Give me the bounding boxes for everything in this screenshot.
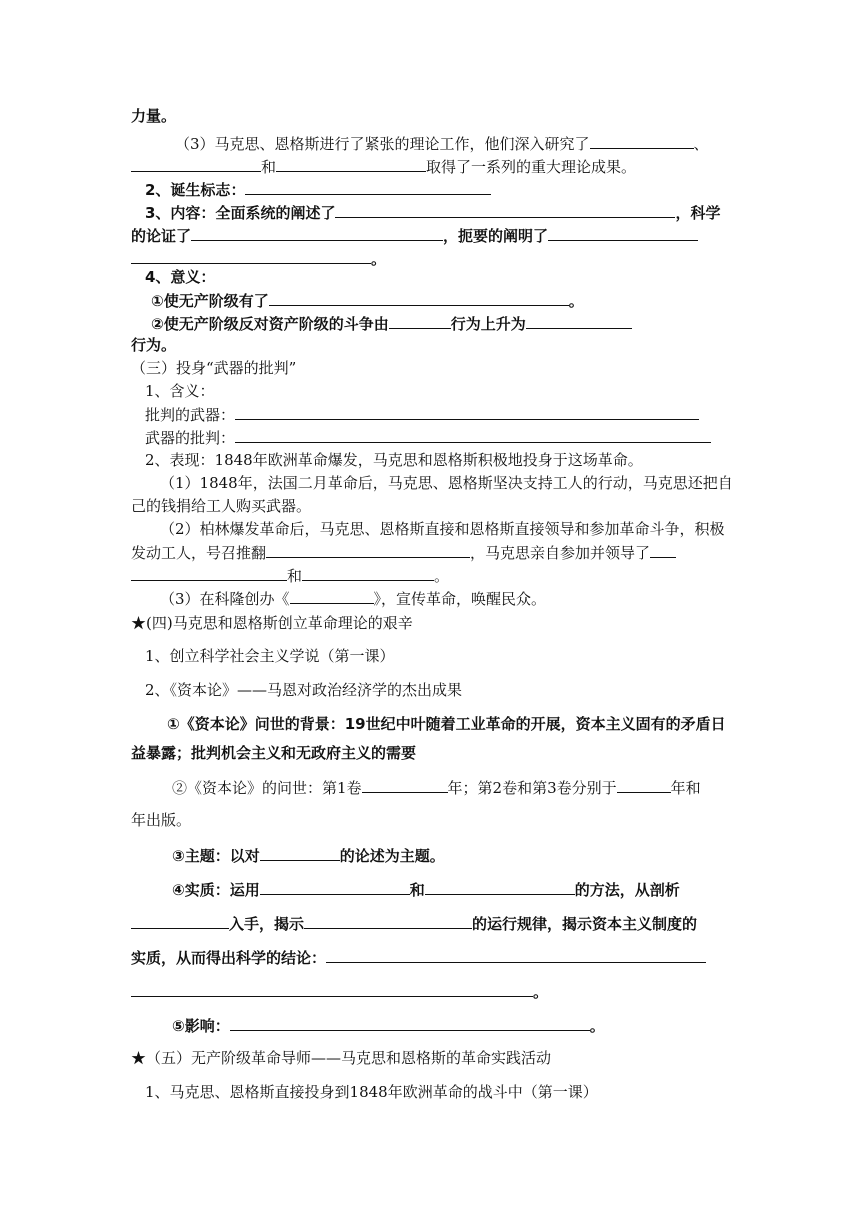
- answer-blank[interactable]: [269, 291, 569, 306]
- answer-blank[interactable]: [526, 314, 632, 329]
- text: （三）投身“武器的批判”: [131, 359, 297, 377]
- text-line: [145, 681, 462, 699]
- text-line: [131, 566, 449, 585]
- text: 和: [261, 158, 277, 176]
- text: 》，宣传革命，唤醒民众。: [373, 590, 547, 608]
- text: 1、创立科学社会主义学说（第一课）: [145, 647, 395, 665]
- answer-blank[interactable]: [276, 157, 426, 172]
- answer-blank[interactable]: [290, 589, 374, 604]
- text: ③主题：以对: [172, 847, 260, 865]
- text: ①《资本论》问世的背景：19世纪中叶随着工业革命的开展，资本主义固有的矛盾日: [167, 715, 726, 733]
- answer-blank[interactable]: [389, 314, 451, 329]
- text-line: [131, 982, 548, 1001]
- text: 的运行规律，揭示资本主义制度的: [472, 915, 698, 933]
- text: （2）柏林爆发革命后，马克思、恩格斯直接和恩格斯直接领导和参加革命斗争，积极: [160, 520, 725, 538]
- text-line: [172, 846, 445, 865]
- answer-blank[interactable]: [548, 226, 698, 241]
- text-line: [131, 914, 697, 933]
- text: 武器的批判：: [145, 429, 236, 447]
- text: 1、马克思、恩格斯直接投身到1848年欧洲革命的战斗中（第一课）: [145, 1083, 598, 1101]
- answer-blank[interactable]: [260, 880, 410, 895]
- answer-blank[interactable]: [260, 846, 340, 861]
- answer-blank[interactable]: [326, 948, 706, 963]
- text: 2、诞生标志：: [145, 181, 246, 199]
- text-line: [151, 314, 632, 333]
- text: 的方法，从剖析: [574, 881, 680, 899]
- text: 年出版。: [131, 811, 192, 829]
- answer-blank[interactable]: [304, 914, 472, 929]
- answer-blank[interactable]: [335, 203, 675, 218]
- text: 。: [589, 1017, 605, 1035]
- text-line: [145, 180, 491, 199]
- section-heading: [131, 1049, 551, 1067]
- text: ②《资本论》的问世：第1卷: [172, 779, 362, 797]
- text: 实质，从而得出科学的结论：: [131, 949, 327, 967]
- text-line: [175, 134, 709, 153]
- text: ①使无产阶级有了: [151, 292, 269, 310]
- answer-blank[interactable]: [131, 566, 287, 581]
- text-line: [145, 268, 215, 286]
- text-line: [145, 1083, 598, 1101]
- text: 己的钱捐给工人购买武器。: [131, 497, 312, 515]
- text-line: [167, 715, 726, 733]
- text: 年和: [670, 779, 701, 797]
- text: 批判的武器：: [145, 406, 236, 424]
- answer-blank[interactable]: [131, 914, 229, 929]
- text: 。: [568, 292, 584, 310]
- text: 发动工人，号召推翻: [131, 544, 267, 562]
- text: 取得了一系列的重大理论成果。: [426, 158, 637, 176]
- text-line: [131, 336, 176, 354]
- text-line: [131, 811, 191, 829]
- text: （3）在科隆创办《: [160, 590, 290, 608]
- text: ★（五）无产阶级革命导师——马克思和恩格斯的革命实践活动: [131, 1049, 552, 1067]
- answer-blank[interactable]: [266, 543, 470, 558]
- text: 。: [371, 250, 387, 268]
- text: 3、内容：全面系统的阐述了: [145, 204, 336, 222]
- section-heading: [131, 614, 413, 632]
- text-line: [145, 405, 699, 424]
- text-line: [172, 778, 701, 797]
- text-line: [160, 474, 733, 492]
- answer-blank[interactable]: [191, 226, 443, 241]
- text-line: [145, 203, 720, 222]
- text-line: [172, 1016, 605, 1035]
- answer-blank[interactable]: [650, 543, 676, 558]
- text-line: [145, 647, 395, 665]
- text: 、: [693, 135, 709, 153]
- text-line: [145, 382, 215, 400]
- text: 2、表现：1848年欧洲革命爆发，马克思和恩格斯积极地投身于这场革命。: [145, 451, 643, 469]
- text-line: [131, 497, 311, 515]
- text-line: [172, 880, 680, 899]
- text: ⑤影响：: [172, 1017, 230, 1035]
- text-line: [160, 520, 725, 538]
- text-line: [131, 249, 386, 268]
- text: 益暴露；批判机会主义和无政府主义的需要: [131, 744, 417, 762]
- text: 的论述为主题。: [339, 847, 445, 865]
- text-line: [131, 744, 416, 762]
- text: （3）马克思、恩格斯进行了紧张的理论工作，他们深入研究了: [175, 135, 590, 153]
- answer-blank[interactable]: [302, 566, 434, 581]
- text-line: [131, 948, 706, 967]
- text: 的论证了: [131, 227, 192, 245]
- answer-blank[interactable]: [617, 778, 671, 793]
- answer-blank[interactable]: [131, 157, 261, 172]
- answer-blank[interactable]: [362, 778, 448, 793]
- answer-blank[interactable]: [245, 180, 491, 195]
- text: ，科学: [675, 204, 721, 222]
- text: 。: [533, 983, 549, 1001]
- text-line: [151, 291, 584, 310]
- answer-blank[interactable]: [235, 428, 711, 443]
- text: ②使无产阶级反对资产阶级的斗争由: [151, 315, 389, 333]
- text: （1）1848年，法国二月革命后，马克思、恩格斯坚决支持工人的行动，马克思还把自: [160, 474, 733, 492]
- text: 1、含义：: [145, 382, 215, 400]
- text-line: [145, 451, 643, 469]
- text: ，扼要的阐明了: [443, 227, 549, 245]
- answer-blank[interactable]: [425, 880, 575, 895]
- text: 入手，揭示: [229, 915, 305, 933]
- text: 行为。: [131, 336, 177, 354]
- section-heading: [131, 359, 296, 377]
- answer-blank[interactable]: [235, 405, 699, 420]
- text: 2、《资本论》——马恩对政治经济学的杰出成果: [145, 681, 463, 699]
- text: 行为上升为: [450, 315, 526, 333]
- text-line: [131, 157, 636, 176]
- text: ★(四)马克思和恩格斯创立革命理论的艰辛: [131, 614, 413, 632]
- text: 力量。: [131, 107, 177, 125]
- text-line: [131, 543, 676, 562]
- text-line: [131, 107, 176, 125]
- text: 年；第2卷和第3卷分别于: [447, 779, 617, 797]
- text: 。: [434, 567, 450, 585]
- text-line: [131, 226, 698, 245]
- text: ，马克思亲自参加并领导了: [470, 544, 651, 562]
- answer-blank[interactable]: [590, 134, 694, 149]
- text: 4、意义：: [145, 268, 216, 286]
- answer-blank[interactable]: [131, 982, 533, 997]
- text: 和: [287, 567, 303, 585]
- text: ④实质：运用: [172, 881, 260, 899]
- text: 和: [409, 881, 425, 899]
- text-line: [160, 589, 546, 608]
- answer-blank[interactable]: [131, 249, 371, 264]
- text-line: [145, 428, 711, 447]
- answer-blank[interactable]: [230, 1016, 590, 1031]
